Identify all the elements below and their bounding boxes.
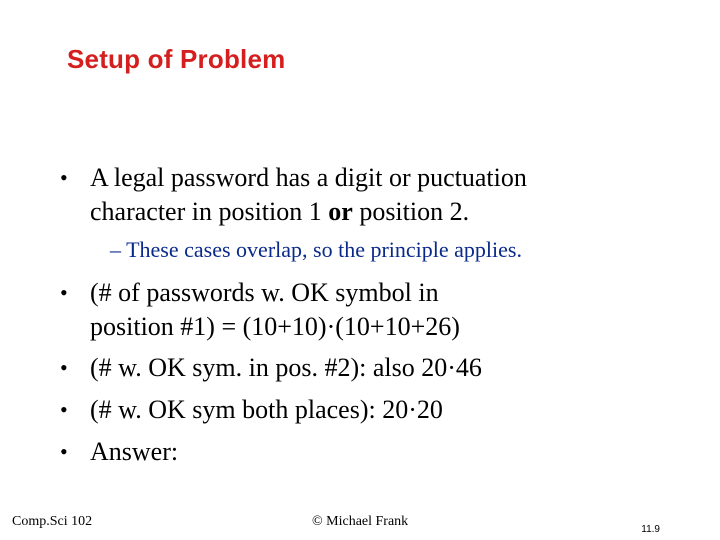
bullet-text-bold: or	[328, 197, 353, 226]
bullet-text: (# w. OK sym. in pos. #2): also 20·46	[90, 353, 482, 382]
bullet-text: (# w. OK sym both places): 20·20	[90, 395, 443, 424]
sub-bullet: – These cases overlap, so the principle applies.	[110, 237, 522, 262]
bullet-text: A legal password has a digit or puctuation	[90, 163, 527, 192]
bullet-dot: •	[60, 439, 68, 464]
footer-author: © Michael Frank	[312, 514, 409, 529]
bullet-text-part: character in position 1	[90, 197, 329, 226]
bullet-text: (# of passwords w. OK symbol in	[90, 278, 439, 307]
footer-course: Comp.Sci 102	[12, 514, 93, 529]
slide-title: Setup of Problem	[67, 44, 286, 74]
bullet-dot: •	[60, 165, 68, 190]
bullet-dot: •	[60, 397, 68, 422]
bullet-text: position #1) = (10+10)·(10+10+26)	[90, 312, 460, 341]
bullet-dot: •	[60, 355, 68, 380]
page-number: 11.9	[641, 524, 660, 535]
bullet-dot: •	[60, 280, 68, 305]
bullet-text-part: position 2.	[352, 197, 470, 226]
bullet-text: Answer:	[90, 437, 179, 466]
